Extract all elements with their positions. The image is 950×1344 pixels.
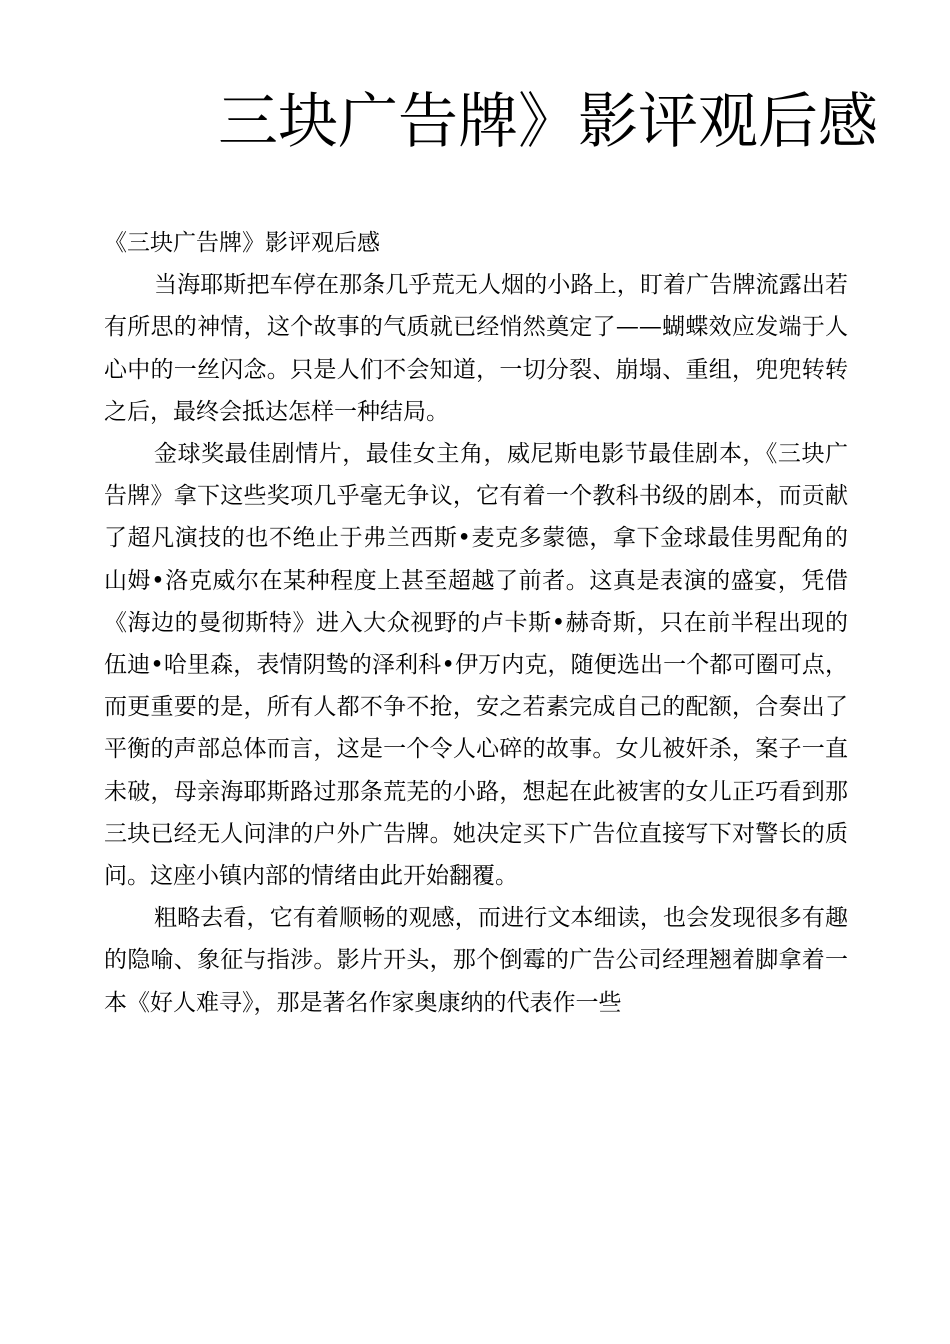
paragraph-1: 当海耶斯把车停在那条几乎荒无人烟的小路上，盯着广告牌流露出若有所思的神情，这个故事的气质就已经悄然奠定了——蝴蝶效应发端于人心中的一丝闪念。只是人们不会知道，一切分裂、崩塌、重组，兜兜转转之后，最终会抵达怎样一种结局。 — [104, 272, 848, 425]
paragraph-3: 粗略去看，它有着顺畅的观感，而进行文本细读，也会发现很多有趣的隐喻、象征与指涉。影片开头，那个倒霉的广告公司经理翘着脚拿着一本《好人难寻》，那是著名作家奥康纳的代表作一些 — [104, 905, 848, 1016]
document-body — [104, 222, 848, 1024]
paragraph-2: 金球奖最佳剧情片，最佳女主角，威尼斯电影节最佳剧本，《三块广告牌》拿下这些奖项几乎毫无争议，它有着一个教科书级的剧本，而贡献了超凡演技的也不绝止于弗兰西斯•麦克多蒙德，拿下金球最佳男配角的山姆•洛克威尔在某种程度上甚至超越了前者。这真是表演的盛宴，凭借《海边的曼彻斯特》进入大众视野的卢卡斯•赫奇斯，只在前半程出现的伍迪•哈里森，表情阴鸷的泽利科•伊万内克，随便选出一个都可圈可点，而更重要的是，所有人都不争不抢，安之若素完成自己的配额，合奏出了平衡的声部总体而言，这是一个令人心碎的故事。女儿被奸杀，案子一直未破，母亲海耶斯路过那条荒芜的小路，想起在此被害的女儿正巧看到那三块已经无人问津的户外广告牌。她决定买下广告位直接写下对警长的质问。这座小镇内部的情绪由此开始翻覆。 — [104, 441, 848, 890]
document-title: 三块广告牌》影评观后感 — [218, 87, 878, 157]
article-subtitle: 《三块广告牌》影评观后感 — [104, 230, 380, 256]
